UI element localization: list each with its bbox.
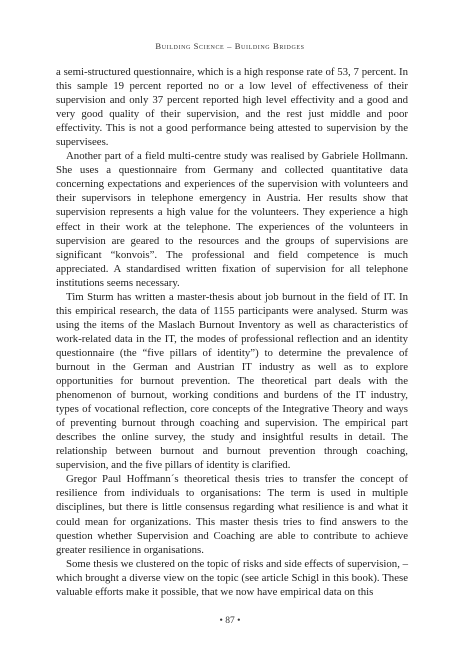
paragraph-4: Gregor Paul Hoffmann´s theoretical thesis tries to transfer the concept of resilience from individuals to organisations: The term is used in multiple disciplines, but there is little consensus regarding what resilience is and what it could mean for organizations. This master thesis tries to find answers to the question whether Supervision and Coaching are able to contribute to achieve greater resilience in organisations. [56,473,408,556]
paragraph-2: Another part of a field multi-centre study was realised by Gabriele Hollmann. She uses a questionnaire from Germany and collected quantitative data concerning expectations and experiences of the supervision with volunteers and their supervisors in telephone emergency in Austria. Her results show that supervision represents a high value for the volunteers. They experience a high effect in their work at the telephone. The experiences of the volunteers in supervision are geared to the resources and the groups of supervisions are significant “konvois”. The professional and field competence is much appreciated. A standardised written fixation of supervision for all telephone institutions seems necessary. [56,150,408,289]
paragraph-1: a semi-structured questionnaire, which is a high response rate of 53, 7 percent. In this sample 19 percent reported no or a low level of effectiveness of their supervision and only 37 percent reported high level effectivity and a good and very good quality of their supervision, and the rest just middle and poor effectivity. This is not a good performance being attested to supervision by the supervisees. [56,66,408,149]
paragraph-5: Some thesis we clustered on the topic of risks and side effects of supervision, – which brought a diverse view on the topic (see article Schigl in this book). These valuable efforts make it possible, that we now have empirical data on this [56,557,408,598]
running-header: Building Science – Building Bridges [155,41,305,51]
body-text [56,65,408,599]
paragraph-3: Tim Sturm has written a master-thesis about job burnout in the field of IT. In this empirical research, the data of 1155 participants were analysed. Sturm was using the items of the Maslach Burnout Inventory as well as characteristics of work-related data in the IT, the modes of professional reflection and an identity questionnaire (the “five pillars of identity”) to determine the prevalence of burnout in the German and Austrian IT industry as well as to explore opportunities for burnout prevention. The theoretical part deals with the phenomenon of burnout, working conditions and burdens of the IT industry, types of vocational reflection, core concepts of the Integrative Theory and ways of preventing burnout through coaching and supervision. The empirical part describes the online survey, the study and insightful results in detail. The relationship between burnout and burnout prevention through coaching, supervision, and the five pillars of identity is clarified. [56,290,408,472]
page-number: • 87 • [219,616,241,626]
